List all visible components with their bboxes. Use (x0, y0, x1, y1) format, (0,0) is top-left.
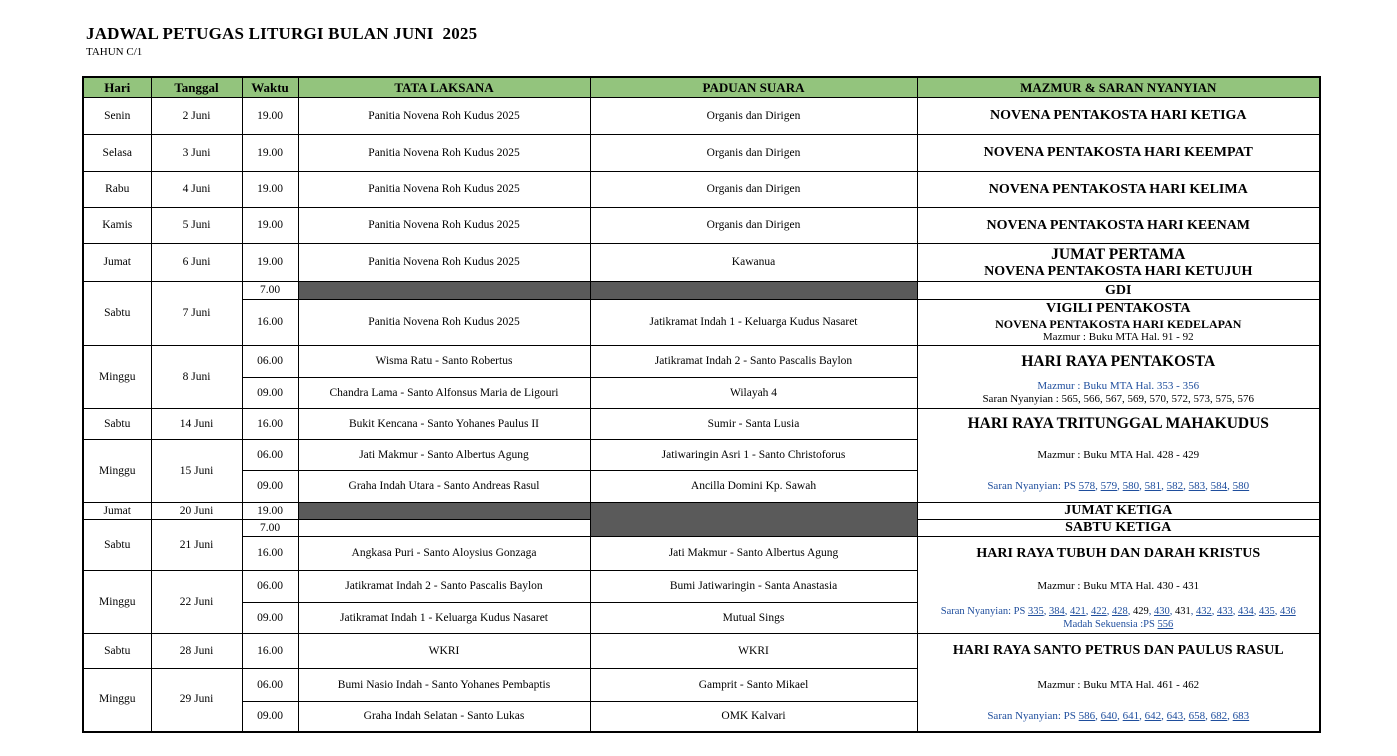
cell-hari: Sabtu (83, 634, 151, 669)
cell-paduan-suara-blank (590, 503, 917, 537)
saran-nyanyian-label: Saran Nyanyian: PS (987, 479, 1079, 492)
cell-tata-laksana: Angkasa Puri - Santo Aloysius Gonzaga (298, 537, 590, 571)
cell-tanggal: 22 Juni (151, 571, 242, 634)
cell-hari: Selasa (83, 135, 151, 172)
table-row (83, 634, 1320, 669)
cell-paduan-suara: Jati Makmur - Santo Albertus Agung (590, 537, 917, 571)
cell-hari: Jumat (83, 244, 151, 282)
cell-hari: Rabu (83, 172, 151, 208)
table-row (83, 571, 1320, 603)
cell-mazmur: SABTU KETIGA (917, 520, 1320, 537)
cell-mazmur (917, 244, 1320, 282)
mazmur-subtitle: NOVENA PENTAKOSTA HARI KEDELAPAN (995, 317, 1242, 331)
cell-paduan-suara: Wilayah 4 (590, 378, 917, 409)
cell-mazmur: Mazmur : Buku MTA Hal. 428 - 429 (917, 440, 1320, 471)
song-link[interactable]: 579 (1100, 479, 1118, 492)
cell-tanggal: 15 Juni (151, 440, 242, 503)
song-number: 429 (1132, 605, 1149, 617)
cell-mazmur: Mazmur : Buku MTA Hal. 430 - 431 (917, 571, 1320, 603)
song-link[interactable]: 422 (1090, 605, 1107, 617)
cell-tata-laksana: Panitia Novena Roh Kudus 2025 (298, 208, 590, 244)
song-link[interactable]: 436 (1279, 605, 1296, 617)
mazmur-subtitle: NOVENA PENTAKOSTA HARI KETUJUH (984, 263, 1253, 279)
cell-paduan-suara: Jatikramat Indah 1 - Keluarga Kudus Nasaret (590, 300, 917, 346)
song-link[interactable]: 580 (1122, 479, 1140, 492)
cell-mazmur: JUMAT KETIGA (917, 503, 1320, 520)
cell-hari: Kamis (83, 208, 151, 244)
cell-hari: Sabtu (83, 520, 151, 571)
cell-tata-laksana: Bumi Nasio Indah - Santo Yohanes Pembaptis (298, 669, 590, 702)
table-row (83, 409, 1320, 440)
cell-waktu: 19.00 (242, 503, 298, 520)
table-row (83, 537, 1320, 571)
cell-tanggal: 4 Juni (151, 172, 242, 208)
cell-tata-laksana: Jatikramat Indah 1 - Keluarga Kudus Nasaret (298, 603, 590, 634)
saran-nyanyian-label: Saran Nyanyian: PS (987, 709, 1079, 722)
cell-waktu: 09.00 (242, 603, 298, 634)
cell-waktu: 19.00 (242, 135, 298, 172)
table-row (83, 282, 1320, 300)
cell-waktu: 09.00 (242, 471, 298, 503)
cell-tanggal: 2 Juni (151, 98, 242, 135)
cell-tanggal: 6 Juni (151, 244, 242, 282)
cell-tanggal: 7 Juni (151, 282, 242, 346)
cell-waktu: 09.00 (242, 378, 298, 409)
cell-hari: Sabtu (83, 282, 151, 346)
cell-waktu: 7.00 (242, 520, 298, 537)
cell-mazmur: HARI RAYA TRITUNGGAL MAHAKUDUS (917, 409, 1320, 440)
madah-sekuensia-label: Madah Sekuensia :PS (1063, 618, 1158, 630)
cell-waktu: 09.00 (242, 702, 298, 732)
cell-mazmur (917, 378, 1320, 409)
cell-waktu: 19.00 (242, 172, 298, 208)
table-row (83, 208, 1320, 244)
song-link[interactable]: 642 (1144, 709, 1162, 722)
cell-paduan-suara: Sumir - Santa Lusia (590, 409, 917, 440)
song-link[interactable]: 658 (1188, 709, 1206, 722)
cell-paduan-suara: Kawanua (590, 244, 917, 282)
cell-paduan-suara: Gamprit - Santo Mikael (590, 669, 917, 702)
table-row (83, 503, 1320, 520)
cell-waktu: 16.00 (242, 634, 298, 669)
table-row (83, 346, 1320, 378)
song-link[interactable]: 643 (1166, 709, 1184, 722)
cell-tata-laksana: Graha Indah Utara - Santo Andreas Rasul (298, 471, 590, 503)
cell-paduan-suara: OMK Kalvari (590, 702, 917, 732)
cell-hari: Senin (83, 98, 151, 135)
cell-tanggal: 21 Juni (151, 520, 242, 571)
song-link[interactable]: 384 (1048, 605, 1065, 617)
cell-mazmur: Mazmur : Buku MTA Hal. 461 - 462 (917, 669, 1320, 702)
cell-tata-laksana: Panitia Novena Roh Kudus 2025 (298, 172, 590, 208)
cell-waktu: 19.00 (242, 208, 298, 244)
cell-waktu: 7.00 (242, 282, 298, 300)
song-link[interactable]: 430 (1153, 605, 1170, 617)
cell-hari: Jumat (83, 503, 151, 520)
saran-nyanyian: Saran Nyanyian : 565, 566, 567, 569, 570, 572, 573, 575, 576 (982, 392, 1255, 405)
cell-tata-laksana: Bukit Kencana - Santo Yohanes Paulus II (298, 409, 590, 440)
cell-tanggal: 8 Juni (151, 346, 242, 409)
page-subtitle: TAHUN C/1 (86, 46, 143, 58)
song-link[interactable]: 582 (1166, 479, 1184, 492)
table-row (83, 135, 1320, 172)
song-link[interactable]: 584 (1210, 479, 1228, 492)
cell-waktu: 06.00 (242, 669, 298, 702)
header-tata-laksana: TATA LAKSANA (298, 77, 590, 98)
cell-hari: Minggu (83, 440, 151, 503)
table-row (83, 300, 1320, 346)
cell-paduan-suara: Mutual Sings (590, 603, 917, 634)
song-links: 335, 384, 421, 422, 428, 429, 430, 431, 432, 433, 434, 435, 436 (1027, 605, 1296, 617)
schedule-table (82, 76, 1321, 733)
cell-tanggal: 5 Juni (151, 208, 242, 244)
cell-waktu: 06.00 (242, 440, 298, 471)
table-row (83, 603, 1320, 634)
cell-mazmur (917, 471, 1320, 503)
song-link[interactable]: 641 (1122, 709, 1140, 722)
cell-paduan-suara: Jatiwaringin Asri 1 - Santo Christoforus (590, 440, 917, 471)
cell-waktu: 06.00 (242, 571, 298, 603)
cell-paduan-suara: WKRI (590, 634, 917, 669)
cell-mazmur: HARI RAYA SANTO PETRUS DAN PAULUS RASUL (917, 634, 1320, 669)
song-link[interactable]: 683 (1232, 709, 1250, 722)
cell-hari: Sabtu (83, 409, 151, 440)
header-waktu: Waktu (242, 77, 298, 98)
cell-paduan-suara: Organis dan Dirigen (590, 135, 917, 172)
mazmur-title: JUMAT PERTAMA (1051, 245, 1186, 263)
cell-waktu: 19.00 (242, 98, 298, 135)
song-link[interactable]: 583 (1188, 479, 1206, 492)
cell-waktu: 16.00 (242, 409, 298, 440)
table-row (83, 172, 1320, 208)
cell-tata-laksana: Panitia Novena Roh Kudus 2025 (298, 98, 590, 135)
cell-mazmur: GDI (917, 282, 1320, 300)
song-links: 578, 579, 580, 581, 582, 583, 584, 580 (1078, 479, 1250, 492)
song-link[interactable]: 556 (1157, 618, 1174, 630)
song-link[interactable]: 428 (1111, 605, 1128, 617)
song-link[interactable]: 434 (1237, 605, 1254, 617)
cell-tata-laksana: Panitia Novena Roh Kudus 2025 (298, 135, 590, 172)
song-link[interactable]: 581 (1144, 479, 1162, 492)
table-row (83, 98, 1320, 135)
cell-mazmur: NOVENA PENTAKOSTA HARI KETIGA (917, 98, 1320, 135)
cell-hari: Minggu (83, 669, 151, 732)
saran-nyanyian (918, 605, 1320, 618)
cell-tanggal: 14 Juni (151, 409, 242, 440)
mazmur-reference: Mazmur : Buku MTA Hal. 353 - 356 (1037, 379, 1200, 392)
song-link[interactable]: 432 (1195, 605, 1212, 617)
table-row (83, 244, 1320, 282)
cell-tata-laksana: Graha Indah Selatan - Santo Lukas (298, 702, 590, 732)
table-row (83, 702, 1320, 732)
song-number: 431 (1174, 605, 1191, 617)
song-link[interactable]: 433 (1216, 605, 1233, 617)
table-row (83, 440, 1320, 471)
cell-waktu: 06.00 (242, 346, 298, 378)
song-links: 586, 640, 641, 642, 643, 658, 682, 683 (1078, 709, 1250, 722)
cell-mazmur (917, 702, 1320, 732)
cell-mazmur: NOVENA PENTAKOSTA HARI KEENAM (917, 208, 1320, 244)
song-link[interactable]: 335 (1027, 605, 1044, 617)
cell-mazmur: NOVENA PENTAKOSTA HARI KEEMPAT (917, 135, 1320, 172)
cell-tata-laksana: Panitia Novena Roh Kudus 2025 (298, 244, 590, 282)
cell-paduan-suara-blank (590, 282, 917, 300)
cell-waktu: 19.00 (242, 244, 298, 282)
song-link[interactable]: 586 (1078, 709, 1096, 722)
mazmur-title: VIGILI PENTAKOSTA (1045, 301, 1191, 316)
mazmur-reference: Mazmur : Buku MTA Hal. 91 - 92 (1042, 331, 1194, 343)
cell-tata-laksana-blank (298, 282, 590, 300)
table-header-row (83, 77, 1320, 98)
song-link[interactable]: 682 (1210, 709, 1228, 722)
cell-waktu: 16.00 (242, 537, 298, 571)
cell-paduan-suara: Organis dan Dirigen (590, 98, 917, 135)
cell-paduan-suara: Organis dan Dirigen (590, 208, 917, 244)
cell-mazmur (917, 603, 1320, 634)
table-row (83, 378, 1320, 409)
cell-tata-laksana: Wisma Ratu - Santo Robertus (298, 346, 590, 378)
cell-mazmur: HARI RAYA PENTAKOSTA (917, 346, 1320, 378)
song-link[interactable]: 580 (1232, 479, 1250, 492)
cell-tata-laksana: Chandra Lama - Santo Alfonsus Maria de Ligouri (298, 378, 590, 409)
page-title: JADWAL PETUGAS LITURGI BULAN JUNI 2025 (86, 24, 478, 43)
cell-paduan-suara: Jatikramat Indah 2 - Santo Pascalis Baylon (590, 346, 917, 378)
header-hari: Hari (83, 77, 151, 98)
header-paduan-suara: PADUAN SUARA (590, 77, 917, 98)
cell-tata-laksana: Panitia Novena Roh Kudus 2025 (298, 300, 590, 346)
cell-tata-laksana: Jatikramat Indah 2 - Santo Pascalis Baylon (298, 571, 590, 603)
cell-hari: Minggu (83, 346, 151, 409)
cell-waktu: 16.00 (242, 300, 298, 346)
cell-tata-laksana-blank (298, 503, 590, 520)
cell-tata-laksana: Jati Makmur - Santo Albertus Agung (298, 440, 590, 471)
cell-tanggal: 3 Juni (151, 135, 242, 172)
cell-paduan-suara: Organis dan Dirigen (590, 172, 917, 208)
song-link[interactable]: 640 (1100, 709, 1118, 722)
header-tanggal: Tanggal (151, 77, 242, 98)
cell-paduan-suara: Bumi Jatiwaringin - Santa Anastasia (590, 571, 917, 603)
cell-mazmur: HARI RAYA TUBUH DAN DARAH KRISTUS (917, 537, 1320, 571)
cell-hari: Minggu (83, 571, 151, 634)
saran-nyanyian-label: Saran Nyanyian: PS (940, 605, 1028, 617)
cell-paduan-suara: Ancilla Domini Kp. Sawah (590, 471, 917, 503)
cell-mazmur: NOVENA PENTAKOSTA HARI KELIMA (917, 172, 1320, 208)
cell-tanggal: 20 Juni (151, 503, 242, 520)
song-link[interactable]: 421 (1069, 605, 1086, 617)
cell-tata-laksana-blank (298, 520, 590, 537)
cell-tanggal: 28 Juni (151, 634, 242, 669)
cell-tanggal: 29 Juni (151, 669, 242, 732)
table-row (83, 471, 1320, 503)
cell-tata-laksana: WKRI (298, 634, 590, 669)
cell-mazmur (917, 300, 1320, 346)
song-link[interactable]: 435 (1258, 605, 1275, 617)
madah-sekuensia (918, 618, 1320, 631)
table-row (83, 669, 1320, 702)
song-link[interactable]: 578 (1078, 479, 1096, 492)
header-mazmur: MAZMUR & SARAN NYANYIAN (917, 77, 1320, 98)
